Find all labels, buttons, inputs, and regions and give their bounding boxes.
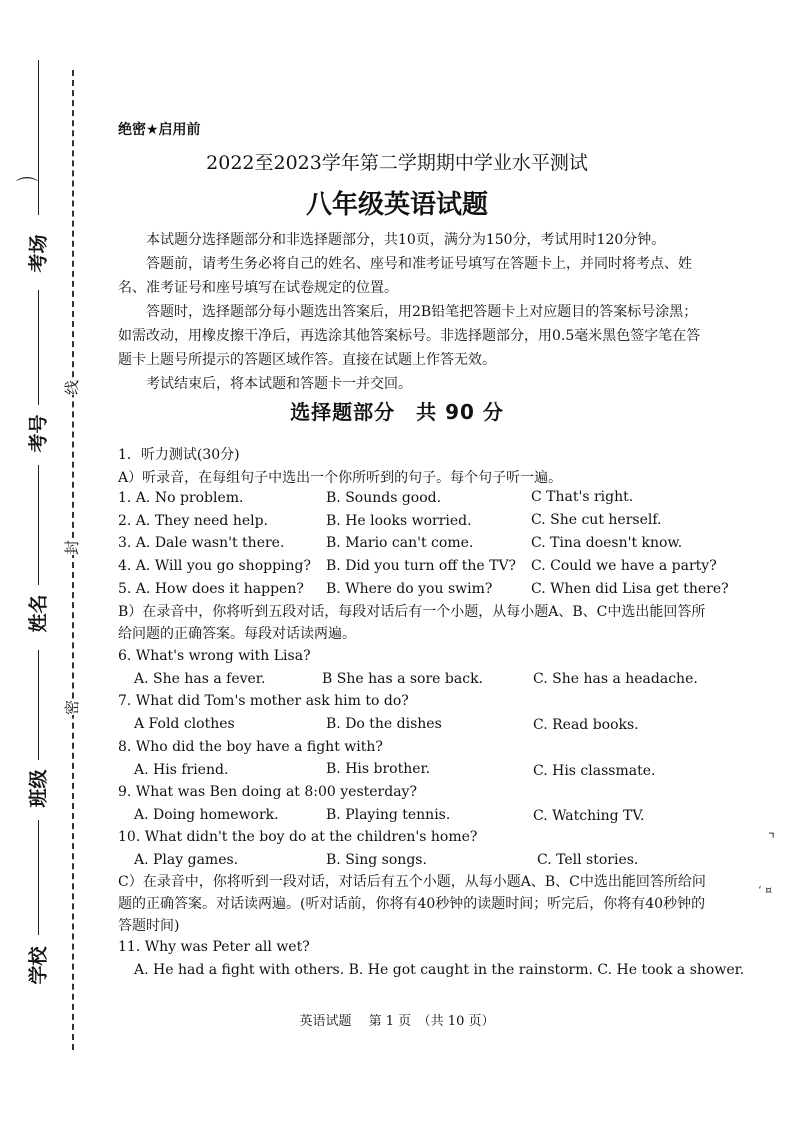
class-blank xyxy=(38,650,39,760)
partB-q8-question: 8. Who did the boy have a fight with? xyxy=(118,739,383,755)
partA-q4-option-a: 4. A. Will you go shopping? xyxy=(118,558,312,574)
partA-q5-option-b: B. Where do you swim? xyxy=(326,581,493,597)
partA-instruction: A）听录音，在每组句子中选出一个你所听到的句子。每个句子听一遍。 xyxy=(118,470,563,486)
partB-q7-option-a: A Fold clothes xyxy=(134,716,235,732)
partB-q6-option-c: C. She has a headache. xyxy=(533,671,698,687)
instruction-1: 本试题分选择题部分和非选择题部分，共10页，满分为150分，考试用时120分钟。 xyxy=(146,232,666,248)
partB-q6-option-a: A. She has a fever. xyxy=(134,671,266,687)
partA-q5-option-a: 5. A. How does it happen? xyxy=(118,581,304,597)
partB-q10-option-b: B. Sing songs. xyxy=(326,852,427,868)
partA-q3-option-a: 3. A. Dale wasn't there. xyxy=(118,535,285,551)
partA-q1-option-a: 1. A. No problem. xyxy=(118,490,244,506)
instruction-3: 答题时，选择题部分每小题选出答案后，用2B铅笔把答题卡上对应题目的答案标号涂黑；如需改动，用橡皮擦干净后，再选涂其他答案标号。非选择题部分，用0.5毫米黑色签字笔在答题卡上题号所提示的答题区域作答。直接在试题上作答无效。 xyxy=(118,304,701,368)
partA-q2-option-c: C. She cut herself. xyxy=(531,512,662,528)
partB-q6-option-b: B She has a sore back. xyxy=(322,671,483,687)
seal-char-line: 线 xyxy=(63,379,82,396)
partB-q9-option-c: C. Watching TV. xyxy=(533,808,645,824)
partB-q8-option-b: B. His brother. xyxy=(326,761,431,777)
partB-q9-option-b: B. Playing tennis. xyxy=(326,807,451,823)
partA-q3-option-c: C. Tina doesn't know. xyxy=(531,535,683,551)
partB-q10-question: 10. What didn't the boy do at the children's home? xyxy=(118,829,478,845)
handwritten-mark: ⌒ xyxy=(16,177,39,202)
exam-title: 2022至2023学年第二学期期中学业水平测试 xyxy=(206,152,588,174)
scan-mark-2: ʻ ¤ xyxy=(758,884,772,897)
partB-instruction: B）在录音中，你将听到五段对话，每段对话后有一个小题，从每小题A、B、C中选出能回答所给问题的正确答案。每段对话读两遍。 xyxy=(118,604,706,642)
name-blank xyxy=(38,465,39,585)
partB-q8-option-a: A. His friend. xyxy=(134,762,229,778)
partB-q10-option-c: C. Tell stories. xyxy=(537,852,639,868)
exam-subject-title: 八年级英语试题 xyxy=(305,190,488,220)
page-footer: 英语试题 第 1 页 （共 10 页） xyxy=(299,1014,495,1029)
partB-q9-option-a: A. Doing homework. xyxy=(134,807,279,823)
partA-q5-option-c: C. When did Lisa get there? xyxy=(531,581,729,597)
section-title: 选择题部分 共 90 分 xyxy=(290,400,504,424)
partA-q3-option-b: B. Mario can't come. xyxy=(326,535,474,551)
school-blank xyxy=(38,820,39,935)
exam-number-label: 考号 xyxy=(27,414,50,453)
instruction-2: 答题前，请考生务必将自己的姓名、座号和准考证号填写在答题卡上，并同时将考点、姓名、准考证号和座号填写在试卷规定的位置。 xyxy=(118,256,692,296)
class-label: 班级 xyxy=(27,769,50,808)
name-label: 姓名 xyxy=(27,594,50,633)
partC-q11-question: 11. Why was Peter all wet? xyxy=(118,939,310,955)
exam-room-label: 考场 xyxy=(27,234,50,273)
partB-q7-option-c: C. Read books. xyxy=(533,717,639,733)
partB-q7-option-b: B. Do the dishes xyxy=(326,716,442,732)
partA-q4-option-b: B. Did you turn off the TV? xyxy=(326,558,517,574)
partA-q1-option-c: C That's right. xyxy=(531,489,634,505)
partA-q4-option-c: C. Could we have a party? xyxy=(531,558,717,574)
instruction-4: 考试结束后，将本试题和答题卡一并交回。 xyxy=(146,376,412,392)
partB-q10-option-a: A. Play games. xyxy=(134,852,239,868)
partC-q11-options: A. He had a fight with others. B. He got caught in the rainstorm. C. He took a shower. xyxy=(134,962,745,978)
partA-q2-option-b: B. He looks worried. xyxy=(326,513,472,529)
partA-q1-option-b: B. Sounds good. xyxy=(326,490,442,506)
secret-label: 绝密★启用前 xyxy=(118,122,201,138)
school-label: 学校 xyxy=(27,946,50,985)
exam-number-blank xyxy=(38,290,39,405)
partB-q7-question: 7. What did Tom's mother ask him to do? xyxy=(118,693,409,709)
scan-mark: ⌝ xyxy=(768,830,776,848)
partC-instruction: C）在录音中，你将听到一段对话，对话后有五个小题，从每小题A、B、C中选出能回答所给问题的正确答案。对话读两遍。(听对话前，你将有40秒钟的读题时间；听完后，你将有40秒钟的答题时间) xyxy=(118,874,706,934)
part1-heading: 1．听力测试(30分) xyxy=(118,447,240,463)
seal-char-seal: 封 xyxy=(63,539,82,556)
seal-char-secret: 密 xyxy=(63,699,82,716)
partB-q9-question: 9. What was Ben doing at 8:00 yesterday? xyxy=(118,784,417,800)
partB-q8-option-c: C. His classmate. xyxy=(533,763,656,779)
partB-q6-question: 6. What's wrong with Lisa? xyxy=(118,648,311,664)
instructions xyxy=(118,228,703,396)
partA-q2-option-a: 2. A. They need help. xyxy=(118,513,269,529)
